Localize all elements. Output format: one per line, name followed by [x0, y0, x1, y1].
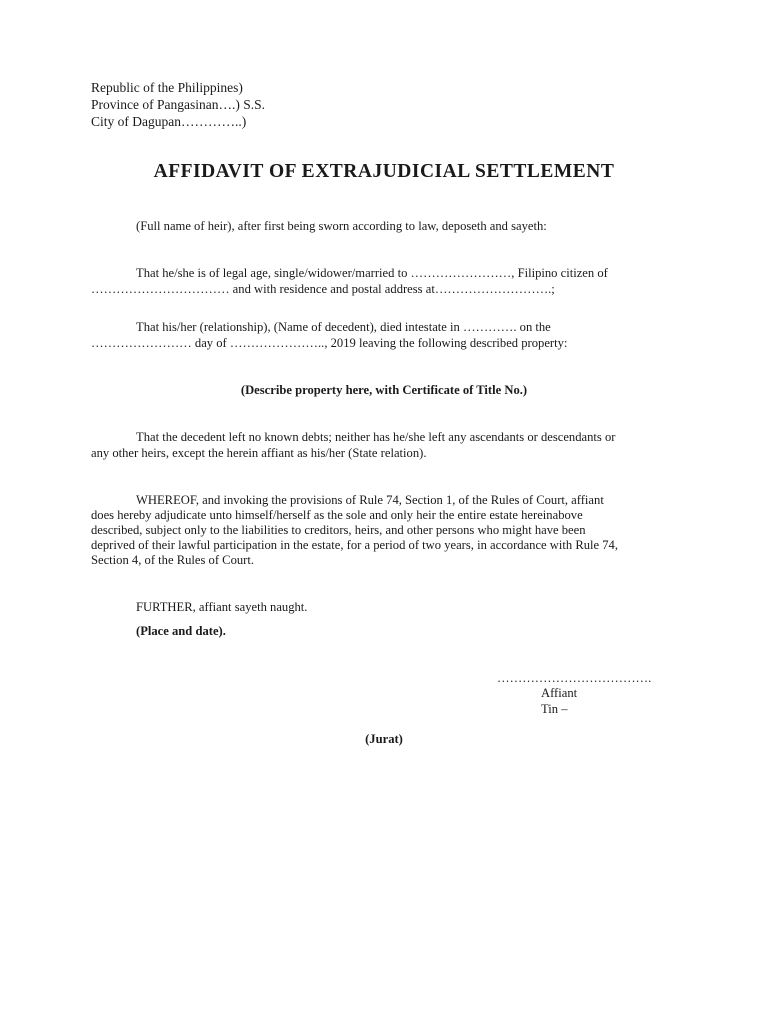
affiant-label: Affiant — [541, 686, 578, 700]
paragraph-4-line-1: WHEREOF, and invoking the provisions of Rule 74, Section 1, of the Rules of Court, affiant — [136, 493, 604, 507]
jurat-label: (Jurat) — [365, 732, 403, 746]
paragraph-2-line-1: That his/her (relationship), (Name of decedent), died intestate in …………. on the — [136, 320, 551, 334]
paragraph-4-line-2: does hereby adjudicate unto himself/herself as the sole and only heir the entire estate hereinabove — [91, 508, 583, 522]
paragraph-1-line-1: That he/she is of legal age, single/widower/married to ……………………, Filipino citizen of — [136, 266, 608, 280]
intro-paragraph: (Full name of heir), after first being sworn according to law, deposeth and sayeth: — [136, 219, 547, 233]
paragraph-1-line-2: …………………………… and with residence and postal address at……………………….; — [91, 282, 555, 296]
place-and-date: (Place and date). — [136, 624, 226, 638]
paragraph-4-line-5: Section 4, of the Rules of Court. — [91, 553, 254, 567]
further-statement: FURTHER, affiant sayeth naught. — [136, 600, 308, 614]
signature-line: ………………………………. — [497, 671, 652, 685]
tin-label: Tin – — [541, 702, 568, 716]
paragraph-3-line-2: any other heirs, except the herein affiant as his/her (State relation). — [91, 446, 427, 460]
paragraph-4-line-4: deprived of their lawful participation in the estate, for a period of two years, in accordance with Rule 74, — [91, 538, 619, 552]
venue-city: City of Dagupan…………..) — [91, 114, 247, 129]
paragraph-4-line-3: described, subject only to the liabilities to creditors, heirs, and other persons who might have been — [91, 523, 586, 537]
venue-republic: Republic of the Philippines) — [91, 80, 243, 95]
paragraph-2-line-2: …………………… day of ………………….., 2019 leaving the following described property: — [91, 336, 568, 350]
document-title: AFFIDAVIT OF EXTRAJUDICIAL SETTLEMENT — [153, 161, 615, 182]
property-description: (Describe property here, with Certificate of Title No.) — [240, 383, 528, 397]
paragraph-3-line-1: That the decedent left no known debts; neither has he/she left any ascendants or descendants or — [136, 430, 616, 444]
venue-province: Province of Pangasinan….) S.S. — [91, 97, 265, 112]
